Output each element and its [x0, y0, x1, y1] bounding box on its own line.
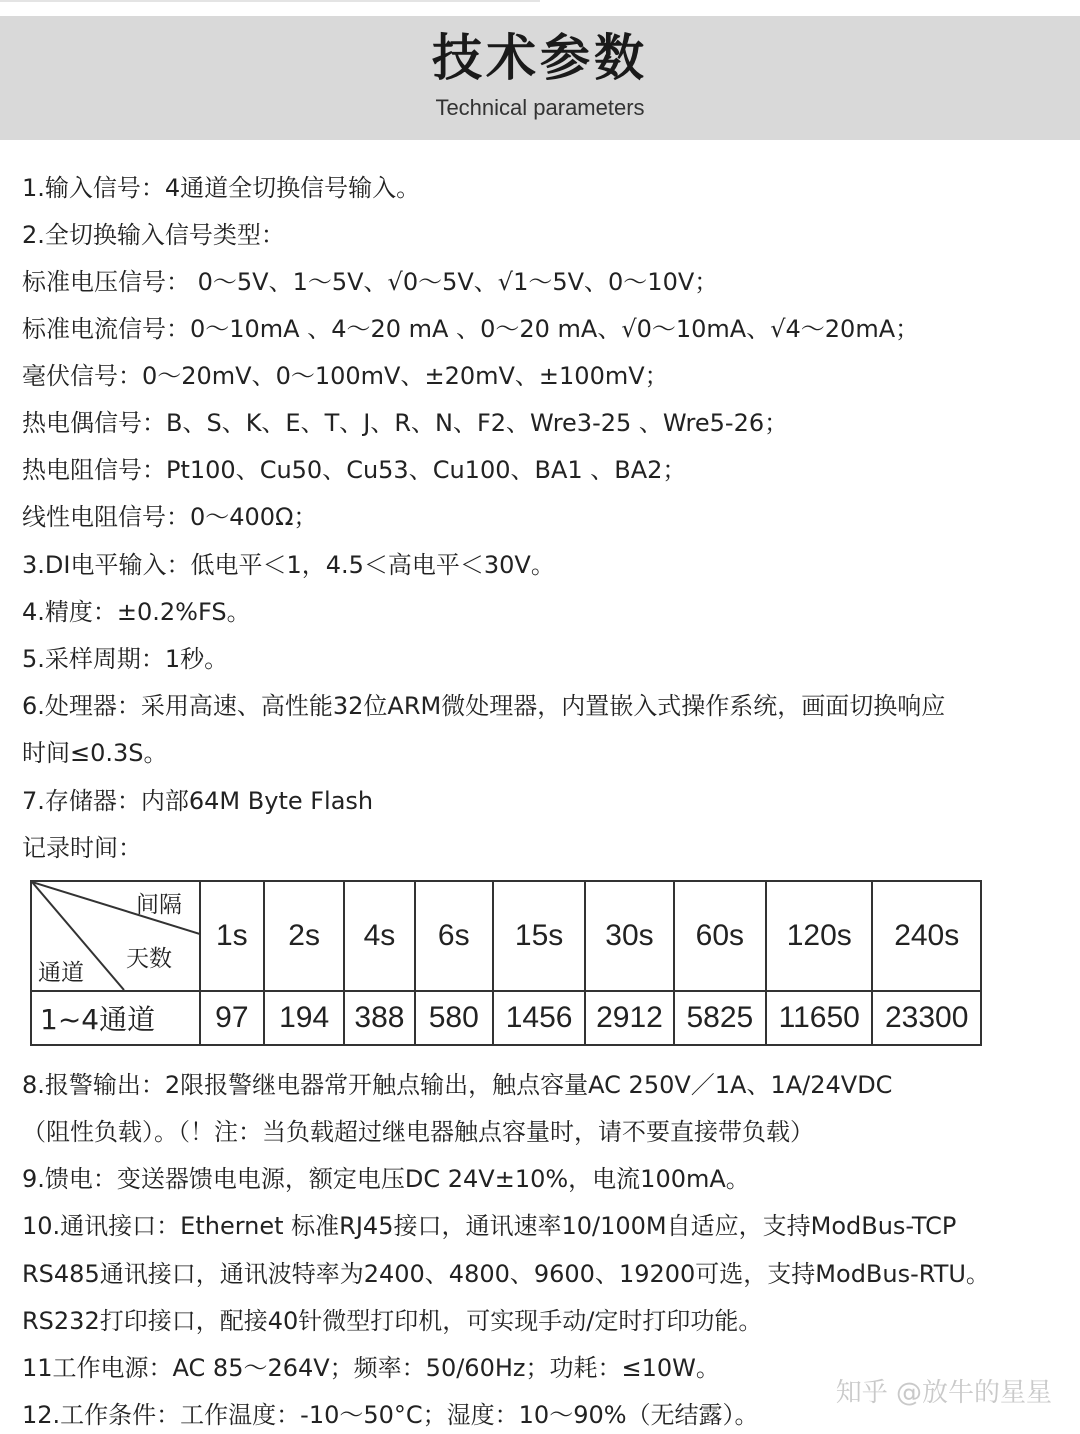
- spec-line-power: 11工作电源：AC 85～264V；频率：50/60Hz；功耗：≤10W。: [22, 1354, 720, 1382]
- spec-line-conditions: 12.工作条件：工作温度：-10～50°C；湿度：10～90%（无结露）。: [22, 1401, 759, 1429]
- top-divider: [0, 0, 540, 2]
- page-title: 技术参数: [432, 29, 648, 87]
- interval-header-cell: 1s: [200, 881, 264, 991]
- spec-line-record-time: 记录时间：: [22, 834, 142, 862]
- spec-line-comm-rs485: RS485通讯接口，通讯波特率为2400、4800、9600、19200可选，支持ModBus-RTU。: [22, 1260, 990, 1288]
- corner-label-interval: 间隔: [136, 892, 182, 918]
- interval-header-cell: 2s: [264, 881, 344, 991]
- spec-line-thermocouple: 热电偶信号：B、S、K、E、T、J、R、N、F2、Wre3-25 、Wre5-26；: [22, 409, 789, 437]
- row-label-channels: 1~4通道: [31, 991, 200, 1045]
- spec-line-input-signal: 1.输入信号：4通道全切换信号输入。: [22, 174, 421, 202]
- interval-header-cell: 15s: [493, 881, 585, 991]
- table-header-row: [31, 881, 981, 991]
- spec-line-rtd: 热电阻信号：Pt100、Cu50、Cu53、Cu100、BA1 、BA2；: [22, 456, 687, 484]
- spec-line-linear-resistance: 线性电阻信号：0～400Ω；: [22, 503, 318, 531]
- spec-line-di-level: 3.DI电平输入：低电平＜1，4.5＜高电平＜30V。: [22, 551, 555, 579]
- interval-header-cell: 4s: [344, 881, 414, 991]
- interval-header-cell: 6s: [415, 881, 493, 991]
- spec-line-accuracy: 4.精度：±0.2%FS。: [22, 598, 251, 626]
- spec-line-signal-types: 2.全切换输入信号类型：: [22, 221, 285, 249]
- interval-header-cell: 30s: [585, 881, 673, 991]
- table-cell-days: 1456: [493, 991, 585, 1045]
- spec-line-comm-ethernet: 10.通讯接口：Ethernet 标准RJ45接口，通讯速率10/100M自适应，支持ModBus-TCP: [22, 1212, 957, 1240]
- spec-line-alarm-note: （阻性负载）。（！注：当负载超过继电器触点容量时，请不要直接带负载）: [22, 1118, 814, 1146]
- page-subtitle: Technical parameters: [435, 95, 645, 120]
- spec-line-voltage: 标准电压信号： 0～5V、1～5V、√0～5V、√1～5V、0～10V；: [22, 268, 719, 296]
- spec-line-feed: 9.馈电：变送器馈电电源，额定电压DC 24V±10%，电流100mA。: [22, 1165, 750, 1193]
- spec-line-sampling: 5.采样周期：1秒。: [22, 645, 229, 673]
- interval-header-cell: 120s: [766, 881, 872, 991]
- table-cell-days: 580: [415, 991, 493, 1045]
- corner-header-cell: [31, 881, 200, 991]
- table-cell-days: 5825: [674, 991, 766, 1045]
- interval-header-cell: 240s: [872, 881, 981, 991]
- spec-line-comm-rs232: RS232打印接口，配接40针微型打印机，可实现手动/定时打印功能。: [22, 1307, 763, 1335]
- spec-line-memory: 7.存储器：内部64M Byte Flash: [22, 787, 374, 815]
- watermark: 知乎 @放牛的星星: [835, 1378, 1052, 1408]
- table-cell-days: 23300: [872, 991, 981, 1045]
- spec-line-processor: 6.处理器：采用高速、高性能32位ARM微处理器，内置嵌入式操作系统，画面切换响应: [22, 692, 946, 720]
- table-cell-days: 194: [264, 991, 344, 1045]
- spec-line-processor-cont: 时间≤0.3S。: [22, 739, 168, 767]
- table-cell-days: 11650: [766, 991, 872, 1045]
- corner-label-days: 天数: [126, 946, 172, 972]
- table-cell-days: 97: [200, 991, 264, 1045]
- spec-line-millivolt: 毫伏信号：0～20mV、0～100mV、±20mV、±100mV；: [22, 362, 669, 390]
- spec-line-alarm-output: 8.报警输出：2限报警继电器常开触点输出，触点容量AC 250V／1A、1A/24VDC: [22, 1071, 893, 1099]
- recording-time-table: [30, 880, 982, 1046]
- table-cell-days: 2912: [585, 991, 673, 1045]
- interval-header-cell: 60s: [674, 881, 766, 991]
- spec-line-current: 标准电流信号：0～10mA 、4～20 mA 、0～20 mA、√0～10mA、√4～20mA；: [22, 315, 920, 343]
- table-row: [31, 991, 981, 1045]
- table-cell-days: 388: [344, 991, 414, 1045]
- corner-label-channel: 通道: [38, 960, 84, 986]
